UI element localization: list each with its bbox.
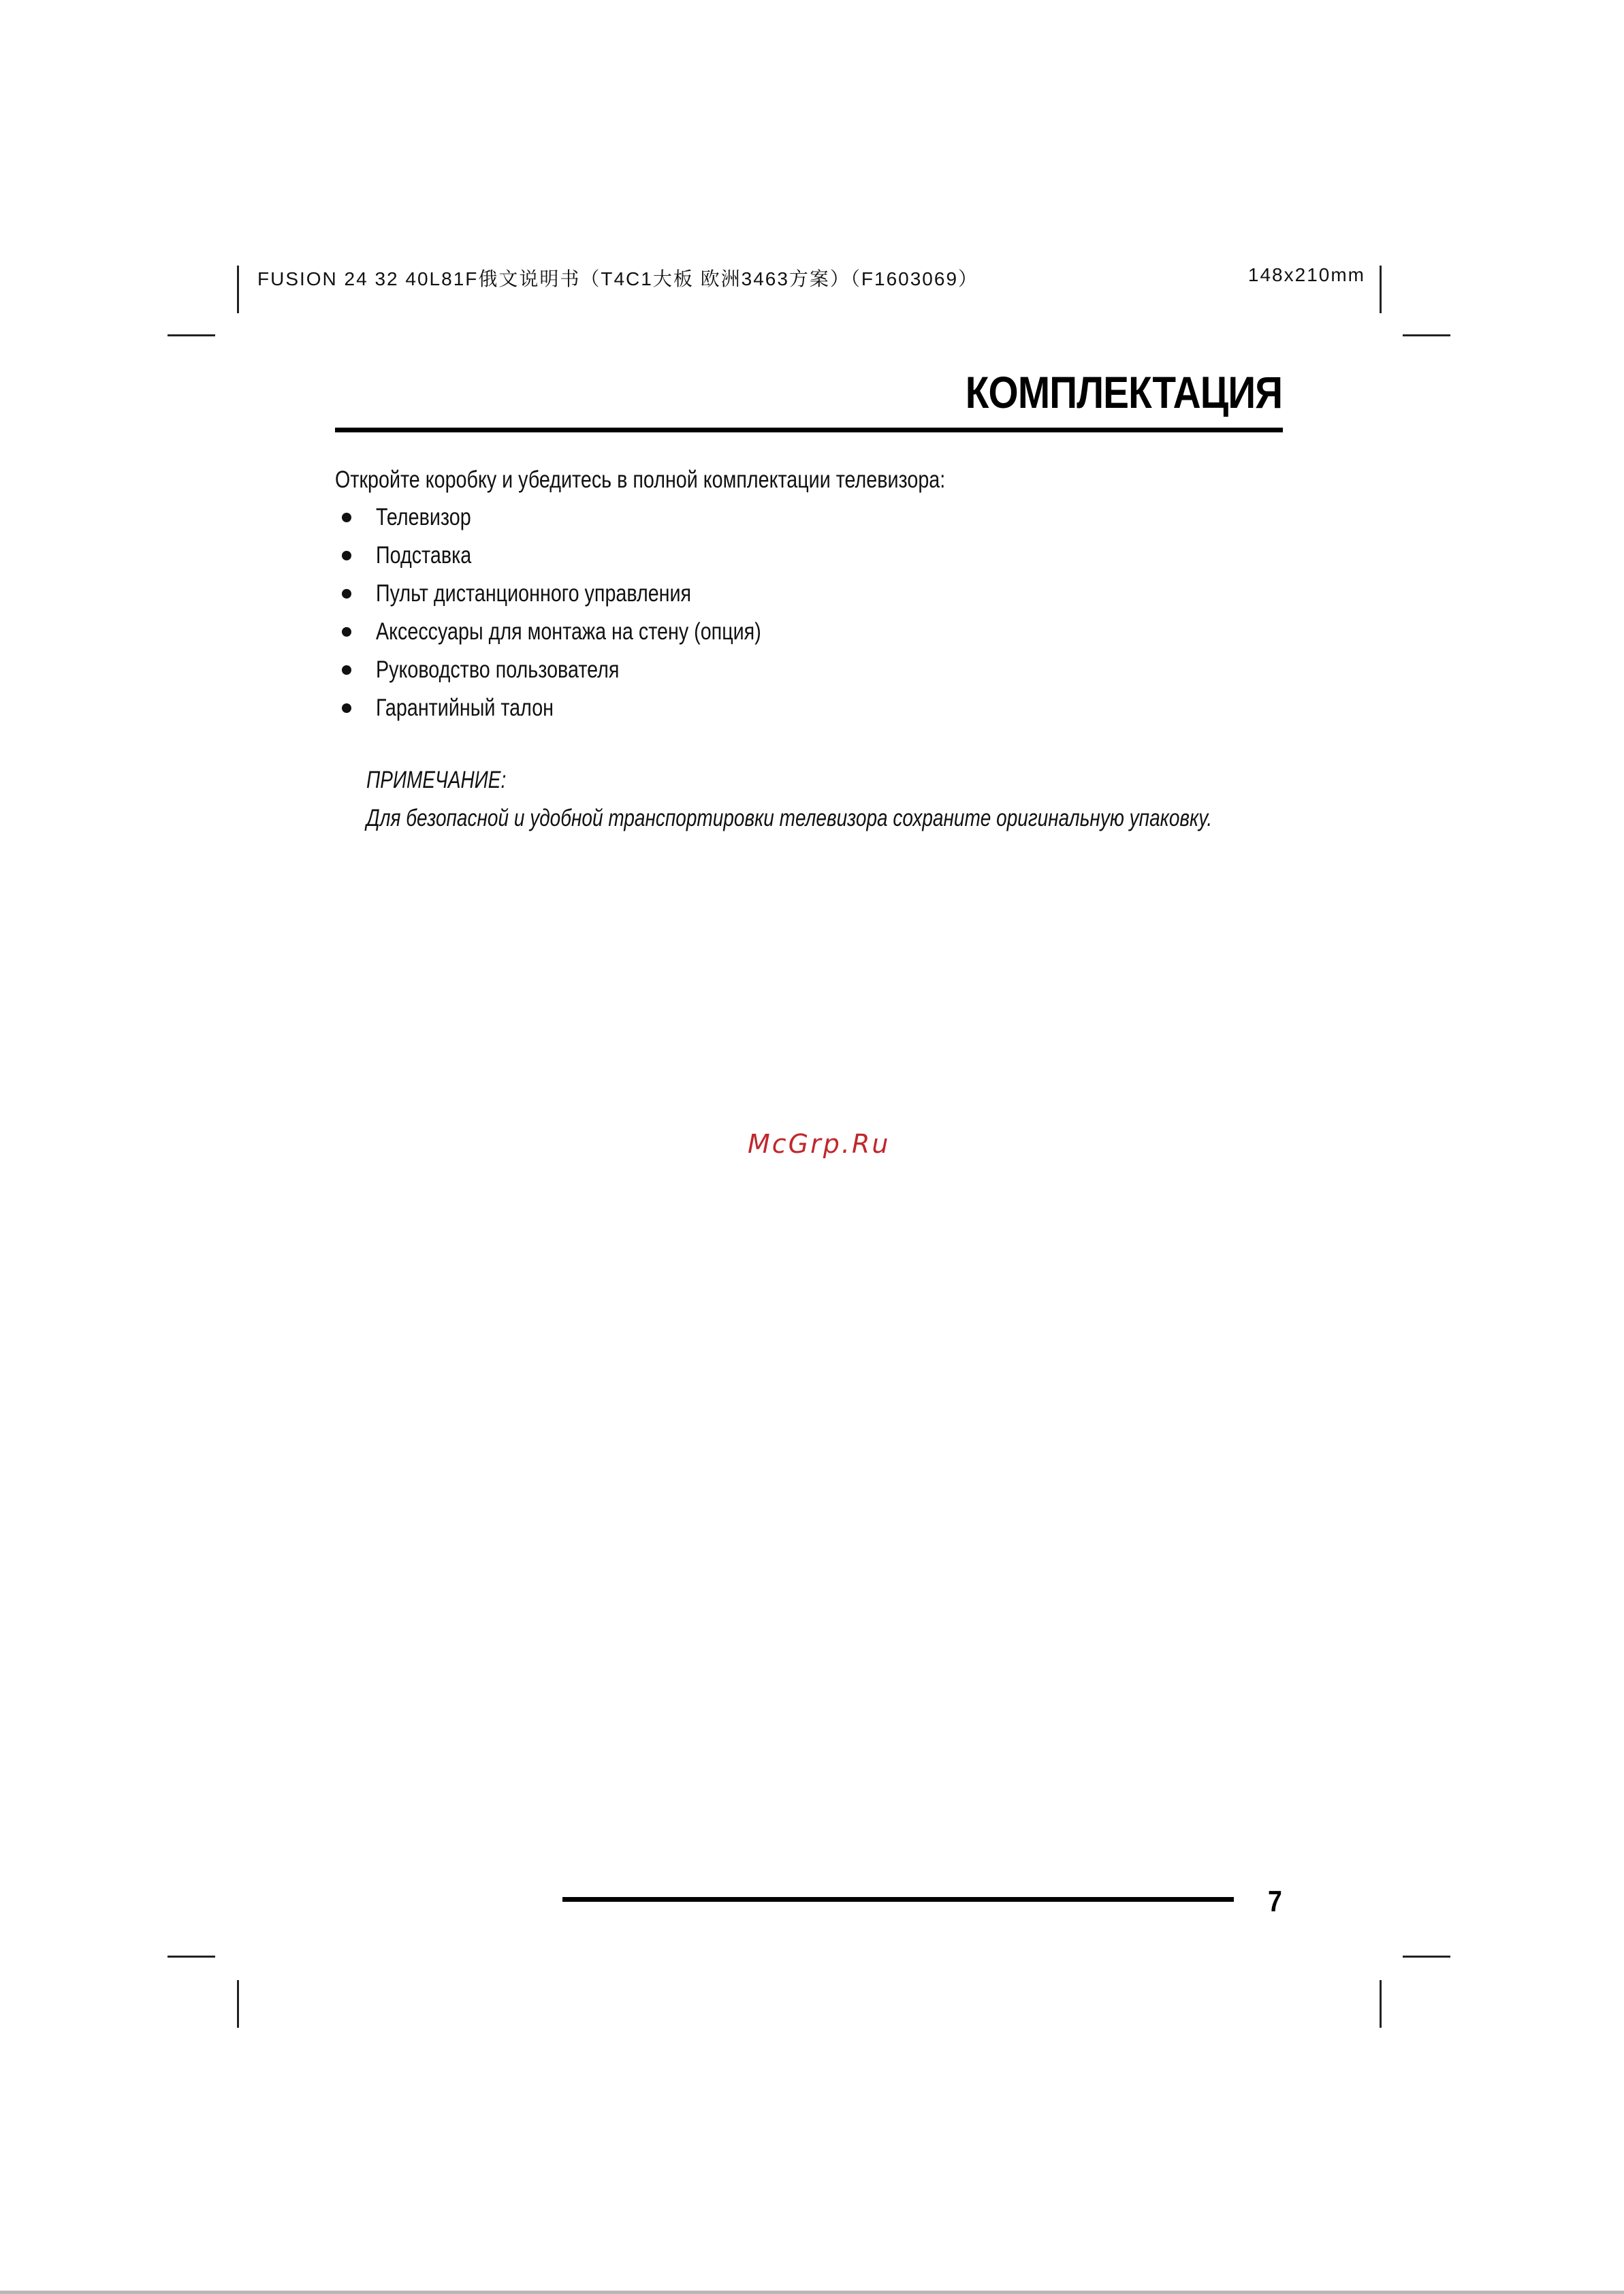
list-item-label: Телевизор: [376, 504, 471, 530]
list-item-label: Пульт дистанционного управления: [376, 580, 692, 607]
intro-text: Откройте коробку и убедитесь в полной комплектации телевизора:: [335, 466, 946, 493]
page-number: 7: [1268, 1885, 1282, 1918]
list-item: [335, 575, 1288, 613]
list-item: [335, 689, 1288, 727]
bullet-icon: [342, 627, 351, 637]
list-item-label: Гарантийный талон: [376, 695, 554, 721]
list-item: [335, 537, 1288, 575]
page-bottom-edge: [0, 2291, 1624, 2294]
print-page-size: 148x210mm: [1247, 264, 1365, 285]
list-item: [335, 651, 1288, 689]
list-item-label: Руководство пользователя: [376, 656, 620, 683]
crop-mark-bottom-right-vertical: [1380, 1980, 1382, 2028]
list-item: [335, 498, 1288, 537]
crop-mark-bottom-right-horizontal: [1403, 1956, 1450, 1958]
note-block: [366, 761, 1424, 838]
crop-mark-bottom-left-horizontal: [168, 1956, 215, 1958]
crop-mark-top-right-vertical: [1380, 266, 1382, 313]
bullet-icon: [342, 665, 351, 675]
package-items-list: [335, 498, 1288, 727]
list-item: [335, 613, 1288, 651]
footer-rule: [562, 1897, 1234, 1902]
watermark: McGrp.Ru: [748, 1129, 891, 1159]
list-item-label: Подставка: [376, 542, 472, 569]
page-title: КОМПЛЕКТАЦИЯ: [965, 367, 1282, 417]
bullet-icon: [342, 513, 351, 522]
list-item-label: Аксессуары для монтажа на стену (опция): [376, 618, 761, 645]
crop-mark-top-right-horizontal: [1403, 334, 1450, 336]
note-text: Для безопасной и удобной транспортировки телевизора сохраните оригинальную упаковку.: [366, 805, 1213, 831]
bullet-icon: [342, 551, 351, 560]
print-job-info: FUSION 24 32 40L81F俄文说明书（T4C1大板 欧洲3463方案）（F1603069）: [257, 268, 979, 289]
crop-mark-bottom-left-vertical: [237, 1980, 239, 2028]
title-underline: [335, 428, 1283, 432]
crop-mark-top-left-vertical: [237, 266, 239, 313]
note-heading: ПРИМЕЧАНИЕ:: [366, 767, 507, 793]
bullet-icon: [342, 589, 351, 599]
package-contents-section: [335, 462, 1288, 727]
crop-mark-top-left-horizontal: [168, 334, 215, 336]
bullet-icon: [342, 703, 351, 713]
